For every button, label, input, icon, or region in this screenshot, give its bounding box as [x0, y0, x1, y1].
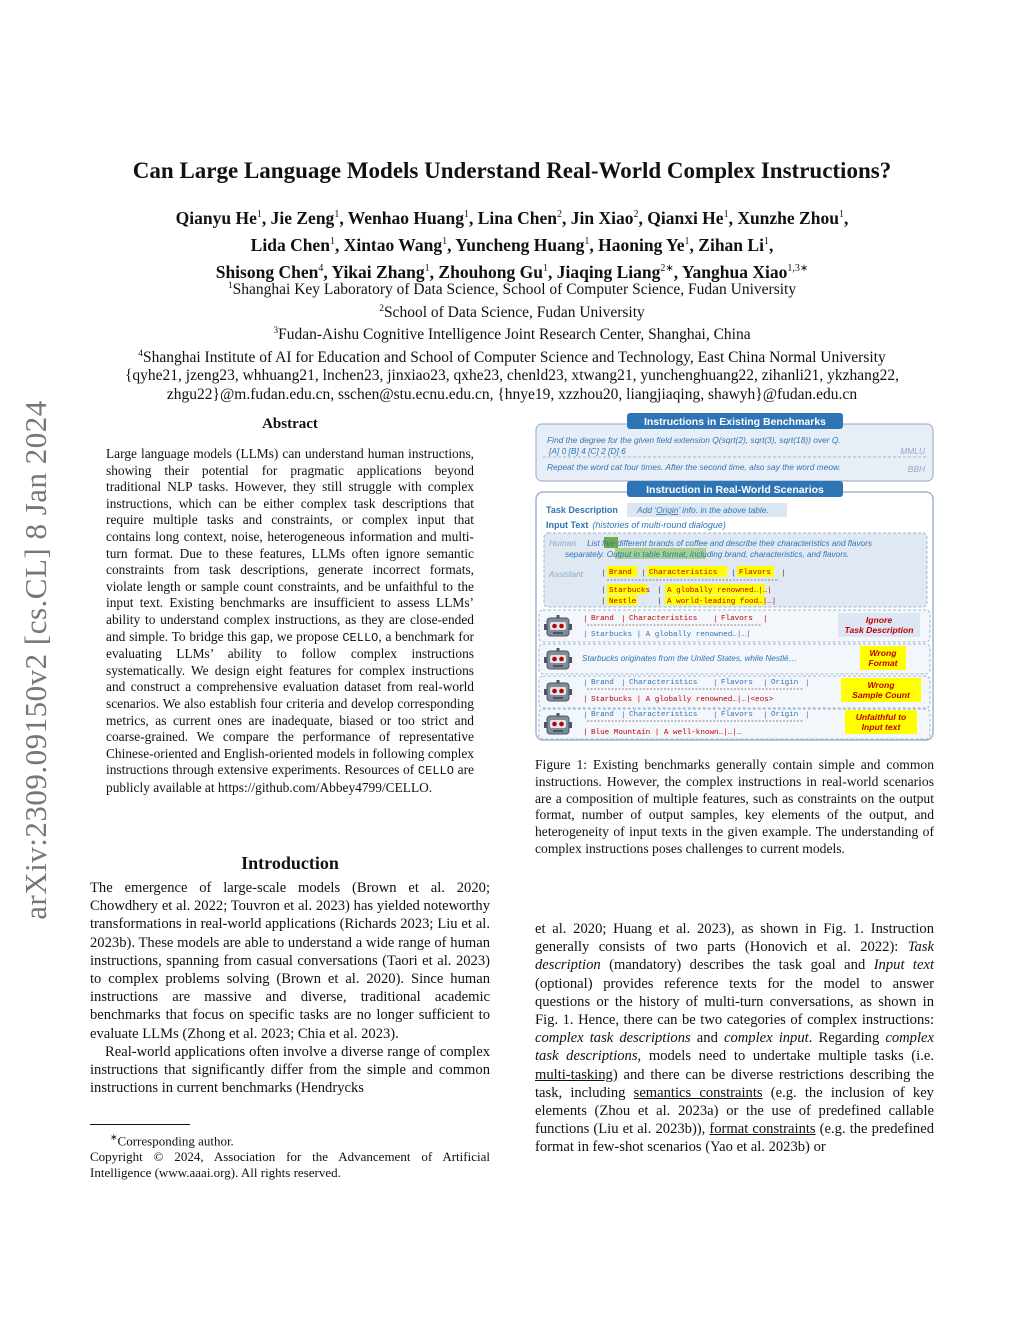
mmlu-example: Find the degree for the given field extension Q(sqrt(2), sqrt(3), sqrt(18)) over Q.: [547, 435, 841, 445]
abstract-part-a: Large language models (LLMs) can understand human instructions, showing their potential for pragmatic applications beyond traditional NLP tasks. However, they still struggle with complex instructions, which can be either complex task descriptions that require multiple tasks and constraints, or complex input that contains long context, noise, heterogeneous information and multi-turn format. Due to these features, LLMs often ignore semantic constraints from task descriptions, generate incorrect formats, violate length or sample count constraints, and be unfaithful to the input text. Existing benchmarks are insufficient to assess LLMs’ ability to understand complex instructions, as they are close-ended and simple. To bridge this gap, we propose: [106, 446, 474, 644]
svg-text:Characteristics: Characteristics: [649, 569, 718, 577]
author-name: Zhouhong Gu: [438, 261, 543, 282]
svg-text:Characteristics: Characteristics: [629, 711, 698, 719]
svg-text:|: |: [713, 712, 718, 720]
author-list: [100, 203, 924, 283]
human-turn-line-2: separately. Output in table format, including brand, characteristics, and flavors.: [565, 550, 850, 559]
footnote-rule: [90, 1124, 190, 1125]
tag-wrong-sample-count: Wrong Sample Count: [852, 680, 910, 700]
arxiv-sidebar: [14, 360, 58, 960]
svg-text:|: |: [657, 598, 662, 606]
svg-text:Starbucks | A globally renow: Starbucks | A globally renowned…|…|: [591, 631, 751, 639]
svg-text:|: |: [805, 680, 810, 688]
emails-line-1: {qyhe21, jzeng23, whhuang21, lnchen23, jinxiao23, qxhe23, chenld23, xtwang21, yunchenghuang22, zihanli21, ykzhang22,: [124, 367, 900, 385]
svg-text:|: |: [713, 616, 718, 624]
svg-text:|: |: [621, 680, 626, 688]
author-line-3: Shisong Chen$^4$, Yikai Zhang$^1$, Zhouhong Gu$^1$, Jiaqing Liang$^{2∗}$, Yanghua Xiao$^{1,3∗}$: [215, 261, 809, 282]
paper-title: Can Large Language Models Understand Real-World Complex Instructions?: [132, 158, 892, 183]
svg-text:|: |: [621, 712, 626, 720]
author-affiliation-mark: 1: [838, 209, 844, 220]
footnote: [90, 1129, 490, 1181]
author-name: Qianyu He: [175, 207, 257, 228]
right-column-body: et al. 2020; Huang et al. 2023), as shown in Fig. 1. Instruction generally consists of two parts (Honovich et al. 2022): Task description (mandatory) describes the task goal and Input text (optional) provides reference texts for the model to answer questions or the history of multi-turn conversations, as shown in Fig. 1. Hence, there can be two categories of complex instructions: complex task descriptions and complex input. Regarding complex task descriptions, models need to undertake multiple tasks (i.e. multi-tasking) and there can be diverse restrictions describing the task, including semantics constraints (e.g. the inclusion of key elements (Zhou et al. 2023a) or the use of predefined callable functions (Liu et al. 2023b)), format constraints (e.g. the predefined format in few-shot scenarios (Yao et al. 2023b) or: [535, 921, 934, 1156]
svg-text:|: |: [583, 712, 588, 720]
robot-icon: [544, 680, 572, 701]
author-affiliation-mark: 4: [318, 262, 324, 274]
author-name: Yuncheng Huang: [455, 234, 585, 255]
bbh-example: Repeat the word cat four times. After the second time, also say the word meow.: [547, 462, 841, 472]
human-turn-line-1: List five different brands of coffee and describe their characteristics and flavors: [587, 539, 872, 548]
tag-wrong-format: Wrong Format: [868, 648, 898, 668]
svg-text:|: |: [805, 712, 810, 720]
banner-real-world-text: Instruction in Real-World Scenarios: [646, 484, 824, 496]
affiliation: $^4$Shanghai Institute of AI for Education and School of Computer Science and Technology, East China Normal University: [138, 348, 886, 366]
human-label: Human: [549, 538, 576, 548]
author-name: Haoning Ye: [598, 234, 685, 255]
author-line-2: Lida Chen$^1$, Xintao Wang$^1$, Yuncheng Huang$^1$, Haoning Ye$^1$, Zihan Li$^1$,: [250, 234, 774, 255]
arxiv-id: arXiv:2309.09150v2 [cs.CL] 8 Jan 2024: [18, 400, 53, 920]
author-name: Yanghua Xiao: [681, 261, 788, 282]
svg-text:|: |: [583, 680, 588, 688]
svg-text:Brand: Brand: [591, 679, 614, 687]
figure-1-caption: Figure 1: Existing benchmarks generally contain simple and common instructions. However, the complex instructions in real-world scenarios are a composition of multiple features, such as constraints on the output format, number of output samples, key elements of the output, and heterogeneity of input texts in the given example. The understanding of complex instructions poses challenges to current models.: [535, 757, 934, 856]
author-affiliation-mark: 1: [684, 235, 690, 247]
author-name: Jin Xiao: [570, 207, 634, 228]
mmlu-options: [A] 0 [B] 4 [C] 2 [D] 6: [549, 446, 626, 456]
robot-icon: [544, 648, 572, 669]
abstract-text: [106, 446, 474, 796]
svg-text:|: |: [583, 616, 588, 624]
author-affiliation-mark: 2∗: [660, 262, 674, 274]
robot-icon: [544, 615, 572, 636]
svg-text:Flavors: Flavors: [739, 569, 771, 577]
svg-text:Flavors: Flavors: [721, 711, 753, 719]
author-affiliation-mark: 1: [584, 235, 590, 247]
author-name: Jie Zeng: [270, 207, 335, 228]
emails-line-2: zhgu22}@m.fudan.edu.cn, sschen@stu.ecnu.edu.cn, {hnye19, xzzhou20, liangjiaqing, shawyh}@fudan.edu.cn: [166, 385, 858, 403]
robot-icon: [544, 713, 572, 734]
author-affiliation-mark: 1: [442, 235, 448, 247]
assistant-label: Assistant: [549, 569, 583, 579]
svg-text:|: |: [763, 712, 768, 720]
svg-text:A world-leading food…|…|: A world-leading food…|…|: [667, 598, 777, 606]
corresponding-author-note: Corresponding author.: [117, 1133, 234, 1149]
author-name: Lina Chen: [477, 207, 557, 228]
intro-paragraph-2: Real-world applications often involve a diverse range of complex instructions that significantly differ from the simple and common instructions in current benchmarks (Hendrycks: [90, 1043, 490, 1097]
author-affiliation-mark: 1: [463, 209, 469, 220]
author-affiliation-mark: 1: [329, 235, 335, 247]
introduction-heading: Introduction: [241, 853, 339, 873]
figure-1: [535, 412, 934, 742]
author-affiliation-mark: 1: [543, 262, 548, 274]
author-affiliation-mark: 1: [334, 209, 340, 220]
svg-text:|: |: [621, 616, 626, 624]
svg-text:Origin: Origin: [771, 679, 799, 687]
cello-name: CELLO: [417, 764, 454, 779]
author-affiliation-mark: 1: [424, 262, 430, 274]
copyright-note: Copyright © 2024, Association for the Advancement of Artificial Intelligence (www.aaai.org). All rights reserved.: [90, 1149, 490, 1181]
svg-text:|: |: [641, 570, 646, 578]
author-affiliation-mark: 1: [256, 209, 262, 220]
mmlu-tag: MMLU: [900, 446, 925, 456]
footnote-star: ∗: [110, 1132, 118, 1142]
cello-name: CELLO: [342, 630, 379, 645]
task-description-text: Add ‘Origin’ info. in the above table.: [637, 505, 769, 515]
introduction-body: [90, 879, 490, 1097]
bbh-tag: BBH: [907, 464, 925, 474]
svg-text:|: |: [713, 680, 718, 688]
svg-text:|: |: [601, 598, 606, 606]
tag-ignore-task: Ignore Task Description: [844, 615, 914, 635]
author-affiliation-mark: 1: [723, 209, 729, 220]
output-2-text: Starbucks originates from the United States, while Nestlé…: [582, 654, 797, 663]
svg-text:Starbucks: Starbucks: [609, 587, 651, 595]
author-name: Xunzhe Zhou: [737, 207, 839, 228]
abstract-part-b: , a benchmark for evaluating LLMs’ ability to follow complex instructions systematically. We design eight features for complex instructions and construct a comprehensive evaluation dataset from real-world scenarios. We also establish four criteria and develop corresponding metrics, as current ones are inadequate, biased or too strict and coarse-grained. We compare the performance of representative Chinese-oriented and English-oriented models in following complex instructions through extensive experiments. Resources of: [106, 628, 474, 778]
author-affiliation-mark: 2: [557, 209, 562, 220]
svg-text:Blue Mountain | A well-known: Blue Mountain | A well-known…|…|…: [591, 729, 742, 737]
svg-text:A globally renowned…|…|: A globally renowned…|…|: [667, 587, 772, 595]
author-name: Lida Chen: [250, 234, 330, 255]
tag-unfaithful: Unfaithful to Input text: [855, 712, 907, 732]
input-text-label: Input Text (histories of multi-round dialogue): [546, 520, 726, 530]
author-name: Jiaqing Liang: [556, 261, 661, 282]
svg-text:|: |: [583, 729, 588, 737]
svg-text:Starbucks | A globally renow: Starbucks | A globally renowned…|…|<eos>: [591, 696, 774, 704]
author-name: Qianxi He: [647, 207, 724, 228]
author-name: Yikai Zhang: [331, 261, 425, 282]
banner-existing-text: Instructions in Existing Benchmarks: [643, 416, 827, 428]
svg-text:|: |: [601, 570, 606, 578]
assistant-table: [601, 566, 786, 606]
svg-text:Flavors: Flavors: [721, 679, 753, 687]
svg-text:Brand: Brand: [591, 711, 614, 719]
svg-text:Brand: Brand: [591, 615, 614, 623]
affiliation: $^2$School of Data Science, Fudan University: [379, 303, 645, 321]
intro-paragraph-1: The emergence of large-scale models (Brown et al. 2020; Chowdhery et al. 2022; Touvron et al. 2023) has yielded noteworthy transformations in real-world applications (Richards 2023; Liu et al. 2023b). These models are able to understand a wide range of human instructions, spanning from casual conversations (Taori et al. 2023) to complex problems solving (Brown et al. 2020). Since human instructions are massive and diverse, traditional academic benchmarks that focus on specific tasks are no longer sufficient to evaluate LLMs (Zhong et al. 2023; Chia et al. 2023).: [90, 880, 490, 1042]
svg-text:Characteristics: Characteristics: [629, 679, 698, 687]
svg-text:|: |: [781, 570, 786, 578]
svg-text:|: |: [601, 587, 606, 595]
author-affiliation-mark: 2: [633, 209, 639, 220]
author-name: Zihan Li: [698, 234, 764, 255]
abstract-part-c: are publicly available at https://github.com/Abbey4799/CELLO.: [106, 762, 474, 795]
abstract-heading: Abstract: [262, 416, 318, 432]
svg-text:|: |: [583, 631, 588, 639]
author-affiliation-mark: 1,3∗: [787, 262, 809, 274]
svg-text:|: |: [763, 616, 768, 624]
author-name: Shisong Chen: [215, 261, 319, 282]
svg-text:Characteristics: Characteristics: [629, 615, 698, 623]
svg-text:Brand: Brand: [609, 569, 632, 577]
author-affiliation-mark: 1: [763, 235, 769, 247]
task-description-label: Task Description: [546, 505, 618, 515]
author-name: Wenhao Huang: [347, 207, 464, 228]
svg-text:|: |: [763, 680, 768, 688]
author-line-1: Qianyu He$^1$, Jie Zeng$^1$, Wenhao Huang$^1$, Lina Chen$^2$, Jin Xiao$^2$, Qianxi He$^1$, Xunzhe Zhou$^1$,: [175, 207, 849, 228]
svg-text:Nestle: Nestle: [609, 598, 637, 606]
affiliation: $^3$Fudan-Aishu Cognitive Intelligence Joint Research Center, Shanghai, China: [273, 326, 751, 344]
svg-text:|: |: [583, 696, 588, 704]
affiliation: $^1$Shanghai Key Laboratory of Data Science, School of Computer Science, Fudan University: [227, 281, 797, 299]
svg-text:|: |: [731, 570, 736, 578]
affiliations: [60, 277, 964, 404]
svg-text:Flavors: Flavors: [721, 615, 753, 623]
svg-text:Origin: Origin: [771, 711, 799, 719]
author-name: Xintao Wang: [343, 234, 443, 255]
svg-text:|: |: [657, 587, 662, 595]
